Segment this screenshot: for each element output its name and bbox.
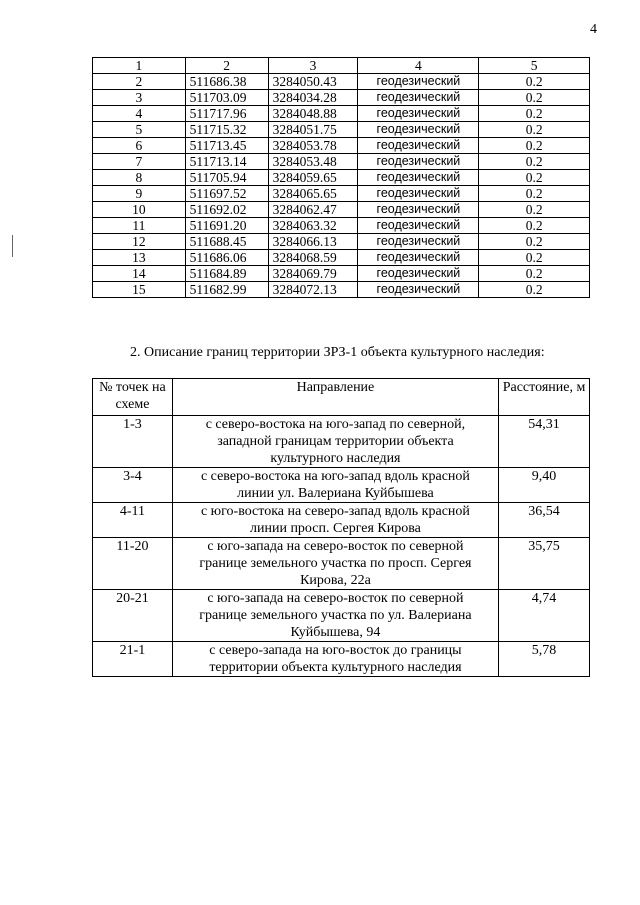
- x-coordinate-cell: 511682.99: [185, 282, 268, 298]
- accuracy-cell: 0.2: [479, 202, 590, 218]
- y-coordinate-cell: 3284048.88: [268, 106, 358, 122]
- table-row: [93, 170, 590, 186]
- method-cell: геодезический: [358, 266, 479, 282]
- point-number-cell: 2: [93, 74, 186, 90]
- margin-mark: [12, 235, 13, 257]
- table-row: [93, 106, 590, 122]
- header-cell: 1: [93, 58, 186, 74]
- accuracy-cell: 0.2: [479, 234, 590, 250]
- y-coordinate-cell: 3284050.43: [268, 74, 358, 90]
- point-number-cell: 11: [93, 218, 186, 234]
- y-coordinate-cell: 3284069.79: [268, 266, 358, 282]
- point-number-cell: 3: [93, 90, 186, 106]
- distance-cell: 54,31: [499, 416, 590, 468]
- points-cell: 20-21: [93, 590, 173, 642]
- accuracy-cell: 0.2: [479, 138, 590, 154]
- borders-table: [92, 378, 590, 677]
- x-coordinate-cell: 511692.02: [185, 202, 268, 218]
- points-cell: 3-4: [93, 468, 173, 503]
- table-header-row: [93, 379, 590, 416]
- table-row: [93, 416, 590, 468]
- header-cell: 4: [358, 58, 479, 74]
- method-cell: геодезический: [358, 74, 479, 90]
- direction-cell: с северо-востока на юго-запад вдоль красной линии ул. Валериана Куйбышева: [172, 468, 498, 503]
- points-header: № точек на схеме: [93, 379, 173, 416]
- method-cell: геодезический: [358, 282, 479, 298]
- method-cell: геодезический: [358, 218, 479, 234]
- y-coordinate-cell: 3284059.65: [268, 170, 358, 186]
- x-coordinate-cell: 511691.20: [185, 218, 268, 234]
- direction-cell: с северо-востока на юго-запад по северной, западной границам территории объекта культурного наследия: [172, 416, 498, 468]
- x-coordinate-cell: 511715.32: [185, 122, 268, 138]
- coordinates-table: [92, 57, 590, 298]
- accuracy-cell: 0.2: [479, 250, 590, 266]
- table-row: [93, 186, 590, 202]
- point-number-cell: 14: [93, 266, 186, 282]
- header-cell: 5: [479, 58, 590, 74]
- coordinates-table-body: [93, 58, 590, 298]
- point-number-cell: 8: [93, 170, 186, 186]
- x-coordinate-cell: 511684.89: [185, 266, 268, 282]
- header-cell: 2: [185, 58, 268, 74]
- table-row: [93, 266, 590, 282]
- accuracy-cell: 0.2: [479, 266, 590, 282]
- point-number-cell: 12: [93, 234, 186, 250]
- y-coordinate-cell: 3284072.13: [268, 282, 358, 298]
- points-cell: 1-3: [93, 416, 173, 468]
- method-cell: геодезический: [358, 154, 479, 170]
- point-number-cell: 10: [93, 202, 186, 218]
- direction-cell: с юго-запада на северо-восток по северной границе земельного участка по просп. Сергея Кирова, 22а: [172, 538, 498, 590]
- accuracy-cell: 0.2: [479, 282, 590, 298]
- point-number-cell: 5: [93, 122, 186, 138]
- direction-header: Направление: [172, 379, 498, 416]
- distance-cell: 4,74: [499, 590, 590, 642]
- table-row: [93, 202, 590, 218]
- accuracy-cell: 0.2: [479, 186, 590, 202]
- direction-cell: с юго-запада на северо-восток по северной границе земельного участка по ул. Валериана Куйбышева, 94: [172, 590, 498, 642]
- accuracy-cell: 0.2: [479, 90, 590, 106]
- table-row: [93, 503, 590, 538]
- method-cell: геодезический: [358, 90, 479, 106]
- method-cell: геодезический: [358, 138, 479, 154]
- distance-cell: 9,40: [499, 468, 590, 503]
- distance-cell: 36,54: [499, 503, 590, 538]
- point-number-cell: 15: [93, 282, 186, 298]
- page-number: 4: [590, 22, 597, 37]
- point-number-cell: 7: [93, 154, 186, 170]
- y-coordinate-cell: 3284053.78: [268, 138, 358, 154]
- y-coordinate-cell: 3284062.47: [268, 202, 358, 218]
- table-header-row: [93, 58, 590, 74]
- direction-cell: с северо-запада на юго-восток до границы территории объекта культурного наследия: [172, 642, 498, 677]
- method-cell: геодезический: [358, 250, 479, 266]
- accuracy-cell: 0.2: [479, 218, 590, 234]
- table-row: [93, 154, 590, 170]
- distance-header: Расстояние, м: [499, 379, 590, 416]
- x-coordinate-cell: 511717.96: [185, 106, 268, 122]
- table-row: [93, 250, 590, 266]
- x-coordinate-cell: 511713.45: [185, 138, 268, 154]
- y-coordinate-cell: 3284068.59: [268, 250, 358, 266]
- method-cell: геодезический: [358, 234, 479, 250]
- method-cell: геодезический: [358, 170, 479, 186]
- table-row: [93, 122, 590, 138]
- accuracy-cell: 0.2: [479, 170, 590, 186]
- distance-cell: 5,78: [499, 642, 590, 677]
- accuracy-cell: 0.2: [479, 122, 590, 138]
- direction-cell: с юго-востока на северо-запад вдоль красной линии просп. Сергея Кирова: [172, 503, 498, 538]
- point-number-cell: 13: [93, 250, 186, 266]
- x-coordinate-cell: 511705.94: [185, 170, 268, 186]
- borders-table-body: [93, 379, 590, 677]
- accuracy-cell: 0.2: [479, 74, 590, 90]
- table-row: [93, 282, 590, 298]
- y-coordinate-cell: 3284063.32: [268, 218, 358, 234]
- points-cell: 21-1: [93, 642, 173, 677]
- points-cell: 4-11: [93, 503, 173, 538]
- point-number-cell: 4: [93, 106, 186, 122]
- x-coordinate-cell: 511686.38: [185, 74, 268, 90]
- method-cell: геодезический: [358, 106, 479, 122]
- table-row: [93, 468, 590, 503]
- table-row: [93, 218, 590, 234]
- accuracy-cell: 0.2: [479, 154, 590, 170]
- table-row: [93, 138, 590, 154]
- points-cell: 11-20: [93, 538, 173, 590]
- header-cell: 3: [268, 58, 358, 74]
- y-coordinate-cell: 3284065.65: [268, 186, 358, 202]
- x-coordinate-cell: 511697.52: [185, 186, 268, 202]
- x-coordinate-cell: 511686.06: [185, 250, 268, 266]
- x-coordinate-cell: 511703.09: [185, 90, 268, 106]
- y-coordinate-cell: 3284051.75: [268, 122, 358, 138]
- accuracy-cell: 0.2: [479, 106, 590, 122]
- point-number-cell: 6: [93, 138, 186, 154]
- y-coordinate-cell: 3284053.48: [268, 154, 358, 170]
- table-row: [93, 90, 590, 106]
- table-row: [93, 642, 590, 677]
- x-coordinate-cell: 511688.45: [185, 234, 268, 250]
- y-coordinate-cell: 3284034.28: [268, 90, 358, 106]
- method-cell: геодезический: [358, 122, 479, 138]
- table-row: [93, 74, 590, 90]
- x-coordinate-cell: 511713.14: [185, 154, 268, 170]
- distance-cell: 35,75: [499, 538, 590, 590]
- table-row: [93, 234, 590, 250]
- table-row: [93, 538, 590, 590]
- method-cell: геодезический: [358, 186, 479, 202]
- point-number-cell: 9: [93, 186, 186, 202]
- table-row: [93, 590, 590, 642]
- section-heading: 2. Описание границ территории ЗРЗ-1 объекта культурного наследия:: [130, 345, 545, 360]
- method-cell: геодезический: [358, 202, 479, 218]
- y-coordinate-cell: 3284066.13: [268, 234, 358, 250]
